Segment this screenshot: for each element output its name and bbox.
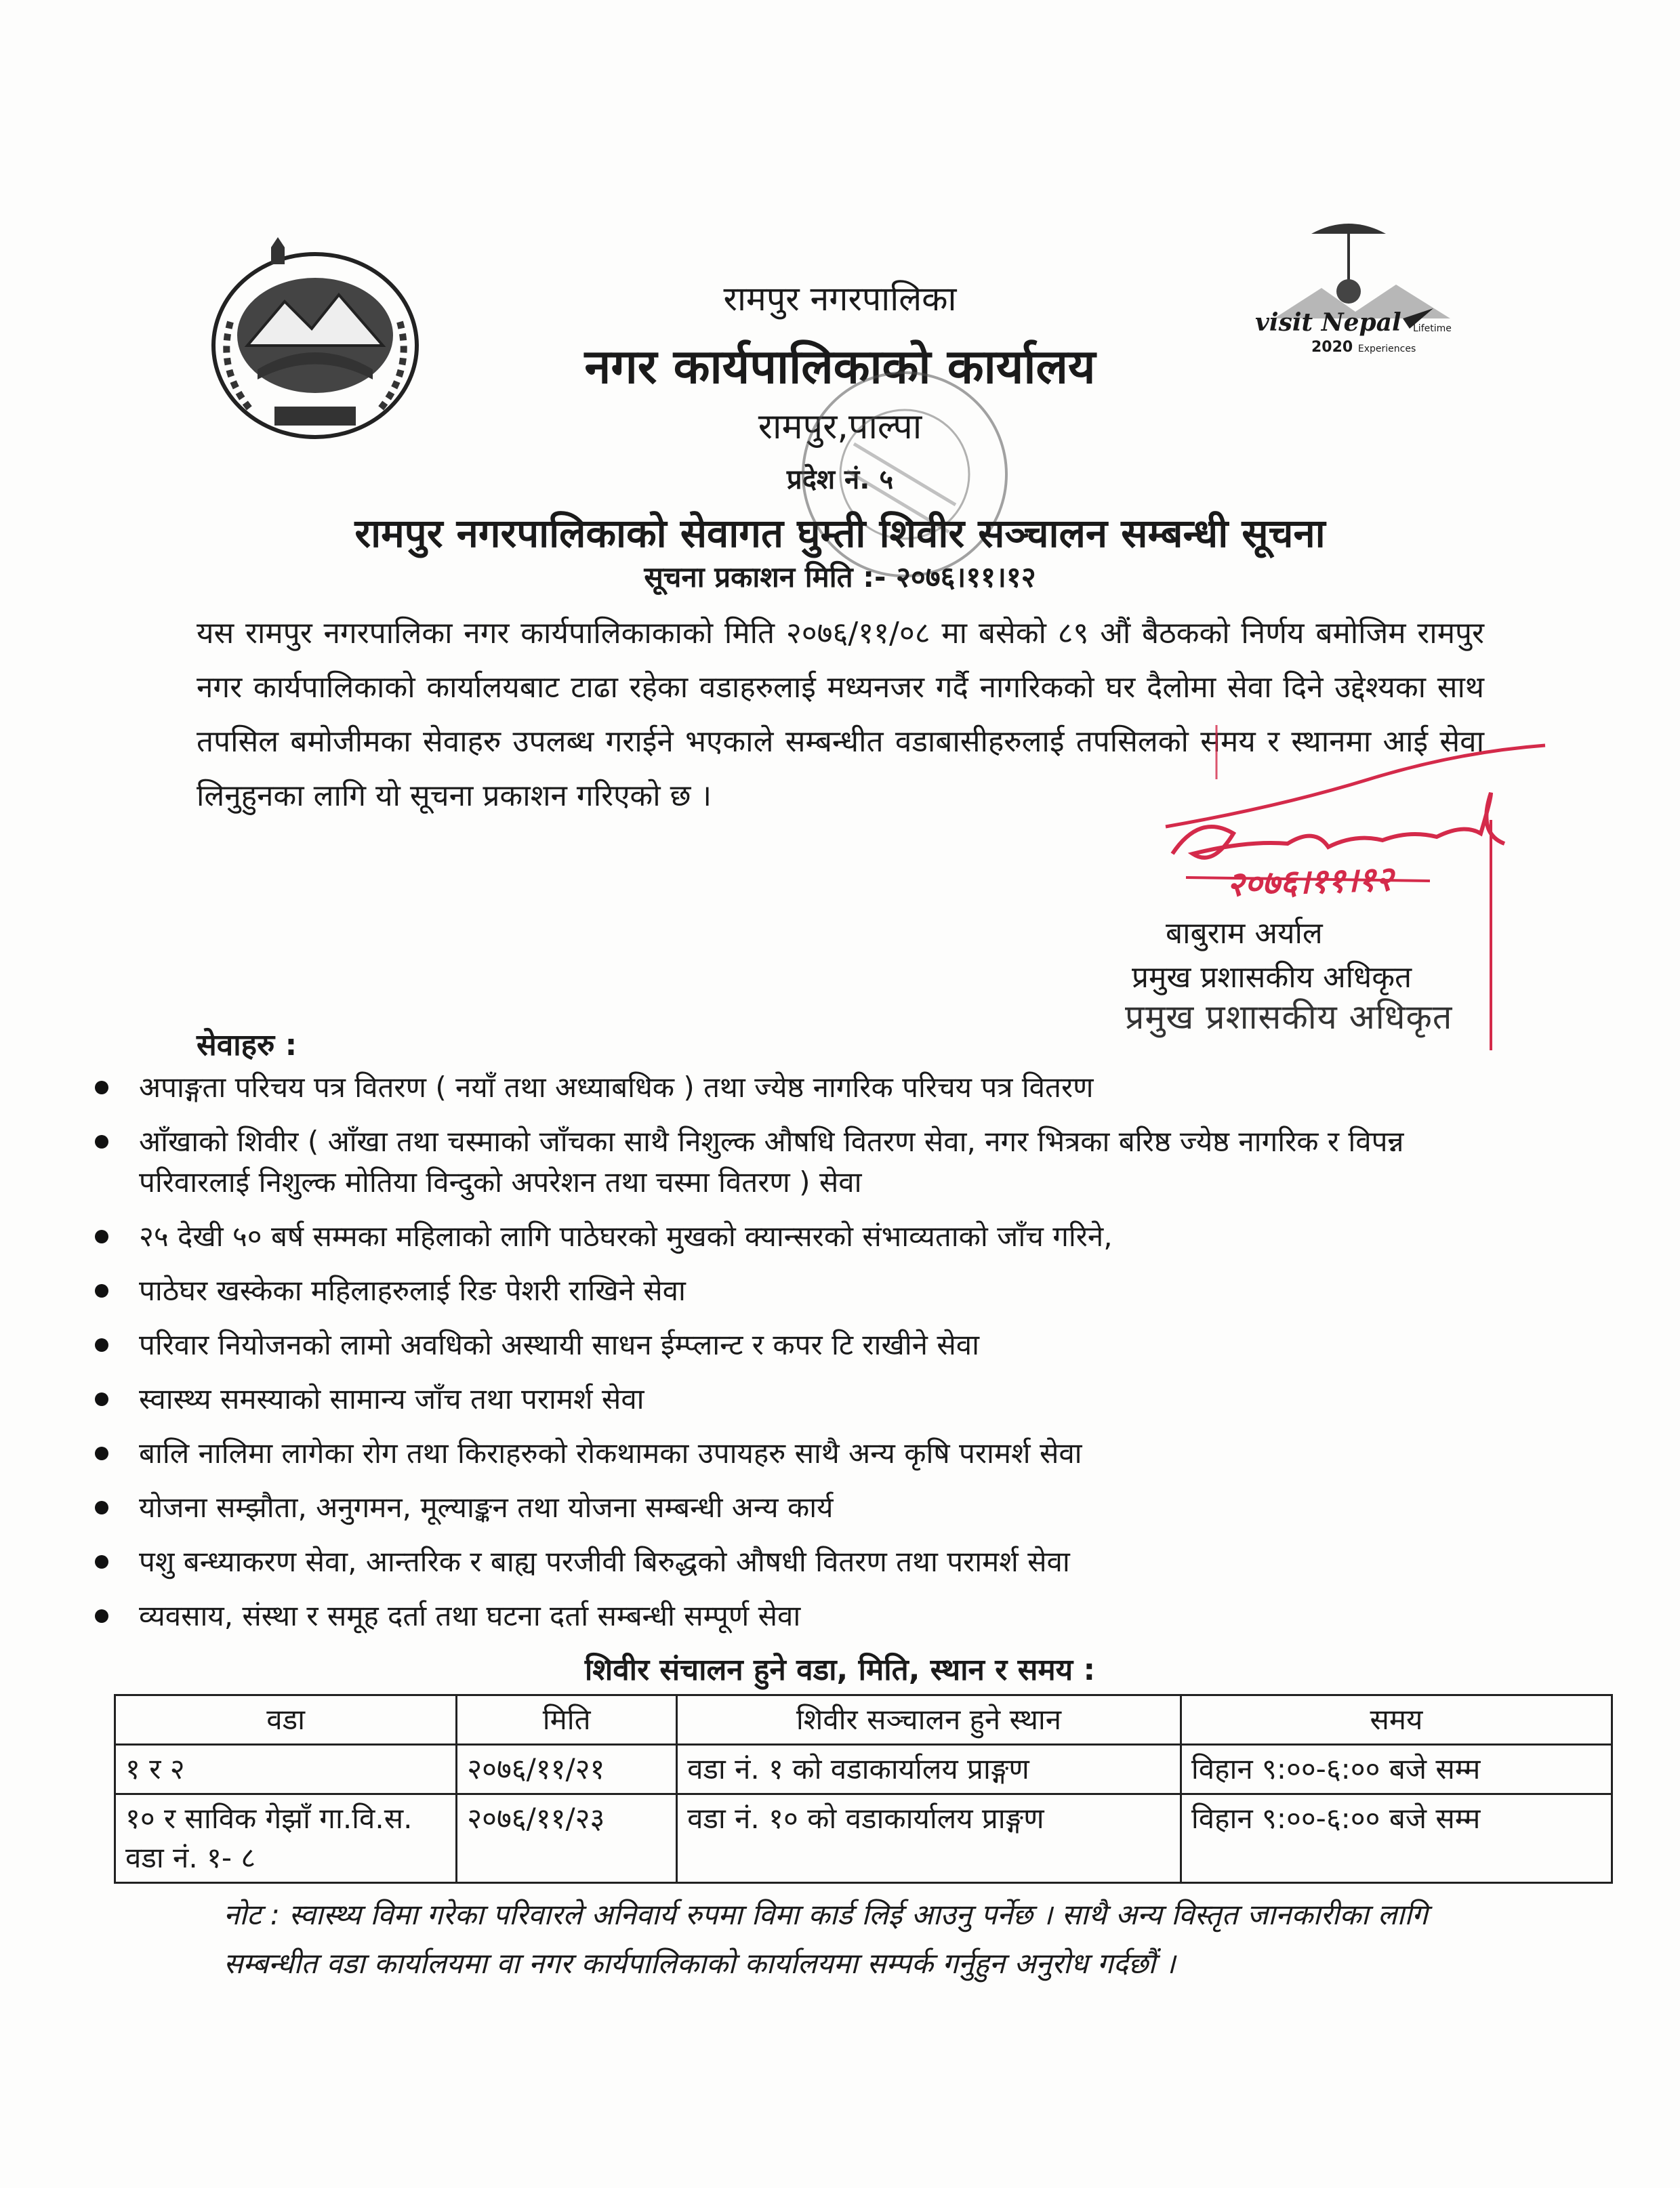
note-paragraph: नोट : स्वास्थ्य विमा गरेका परिवारले अनिवार्य रुपमा विमा कार्ड लिई आउनु पर्नेछ । साथै अन्य विस्तृत जानकारीका लागि सम्बन्धीत वडा कार्यालयमा वा नगर कार्यपालिकाको कार्यालयमा सम्पर्क गर्नुहुन अनुरोध गर्दछौं । — [224, 1898, 1428, 1980]
column-header: मिति — [457, 1695, 677, 1745]
column-header: शिवीर सञ्चालन हुने स्थान — [677, 1695, 1181, 1745]
notice-heading: रामपुर नगरपालिकाको सेवागत घुम्ती शिवीर सञ्चालन सम्बन्धी सूचना — [354, 510, 1326, 556]
signatory-title: प्रमुख प्रशासकीय अधिकृत — [1132, 960, 1412, 995]
bullet-icon — [95, 1392, 108, 1406]
table-row — [115, 1794, 1612, 1883]
schedule-heading: शिवीर संचालन हुने वडा, मिति, स्थान र समय : — [584, 1653, 1096, 1687]
bullet-icon — [95, 1501, 108, 1514]
list-item: पशु बन्ध्याकरण सेवा, आन्तरिक र बाह्य परजीवी बिरुद्धको औषधी वितरण तथा परामर्श सेवा — [88, 1542, 1477, 1582]
bullet-icon — [95, 1135, 108, 1149]
ward-cell: १० र साविक गेझाँ गा.वि.स. वडा नं. १- ८ — [115, 1794, 457, 1883]
column-header: वडा — [115, 1695, 457, 1745]
experiences-text: Experiences — [1357, 344, 1416, 354]
lifetime-text: Lifetime — [1413, 323, 1452, 334]
list-item: पाठेघर खस्केका महिलाहरुलाई रिङ पेशरी राखिने सेवा — [88, 1271, 1477, 1311]
place-line: रामपुर,पाल्पा — [758, 407, 922, 447]
bullet-icon — [95, 1609, 108, 1623]
location-cell: वडा नं. १ को वडाकार्यालय प्राङ्गण — [677, 1745, 1181, 1794]
services-list — [88, 1067, 1477, 1650]
signatory-stamp-title: प्रमुख प्रशासकीय अधिकृत — [1125, 997, 1453, 1037]
visit-text: visit Nepal — [1255, 308, 1401, 337]
services-heading: सेवाहरु : — [197, 1028, 298, 1062]
office-title: नगर कार्यपालिकाको कार्यालय — [584, 339, 1096, 394]
table-row — [115, 1745, 1612, 1794]
list-item: व्यवसाय, संस्था र समूह दर्ता तथा घटना दर्ता सम्बन्धी सम्पूर्ण सेवा — [88, 1596, 1477, 1636]
list-item: अपाङ्गता परिचय पत्र वितरण ( नयाँ तथा अध्याबधिक ) तथा ज्येष्ठ नागरिक परिचय पत्र वितरण — [88, 1067, 1477, 1108]
bullet-icon — [95, 1555, 108, 1569]
list-item: परिवार नियोजनको लामो अवधिको अस्थायी साधन ईम्प्लान्ट र कपर टि राखीने सेवा — [88, 1325, 1477, 1365]
handwritten-date: २०७६।११।१२ — [1226, 859, 1394, 905]
date-cell: २०७६/११/२१ — [457, 1745, 677, 1794]
ward-cell: १ र २ — [115, 1745, 457, 1794]
bullet-icon — [95, 1338, 108, 1352]
list-item: योजना सम्झौता, अनुगमन, मूल्याङ्कन तथा योजना सम्बन्धी अन्य कार्य — [88, 1487, 1477, 1528]
publication-date: सूचना प्रकाशन मिति :- २०७६।११।१२ — [644, 560, 1036, 594]
list-item: २५ देखी ५० बर्ष सम्मका महिलाको लागि पाठेघरको मुखको क्यान्सरको संभाव्यताको जाँच गरिने, — [88, 1216, 1477, 1257]
bullet-icon — [95, 1230, 108, 1243]
table-header-row — [115, 1695, 1612, 1745]
year-text: 2020 — [1311, 339, 1353, 356]
column-header: समय — [1181, 1695, 1612, 1745]
time-cell: विहान ९:००-६:०० बजे सम्म — [1181, 1794, 1612, 1883]
list-item: आँखाको शिवीर ( आँखा तथा चस्माको जाँचका साथै निशुल्क औषधि वितरण सेवा, नगर भित्रका बरिष्ठ ज्येष्ठ नागरिक र विपन्न परिवारलाई निशुल्क मोतिया विन्दुको अपरेशन तथा चस्मा वितरण ) सेवा — [88, 1121, 1477, 1203]
list-item: बालि नालिमा लागेका रोग तथा किराहरुको रोकथामका उपायहरु साथै अन्य कृषि परामर्श सेवा — [88, 1433, 1477, 1474]
province-line: प्रदेश नं. ५ — [786, 464, 894, 495]
location-cell: वडा नं. १० को वडाकार्यालय प्राङ्गण — [677, 1794, 1181, 1883]
bullet-icon — [95, 1284, 108, 1298]
bullet-icon — [95, 1447, 108, 1460]
signatory-name: बाबुराम अर्याल — [1166, 916, 1323, 951]
bullet-icon — [95, 1081, 108, 1094]
list-item: स्वास्थ्य समस्याको सामान्य जाँच तथा परामर्श सेवा — [88, 1379, 1477, 1420]
schedule-table — [114, 1694, 1613, 1884]
municipality-name: रामपुर नगरपालिका — [723, 279, 957, 318]
notice-body-paragraph: यस रामपुर नगरपालिका नगर कार्यपालिकाकाको मिति २०७६/११/०८ मा बसेको ८९ औं बैठकको निर्णय बमोजिम रामपुर नगर कार्यपालिकाको कार्यालयबाट टाढा रहेका वडाहरुलाई मध्यनजर गर्दै नागरिकको घर दैलोमा सेवा दिने उद्देश्यका साथ तपसिल बमोजीमका सेवाहरु उपलब्ध गराईने भएकाले सम्बन्धीत वडाबासीहरुलाई तपसिलको समय र स्थानमा आई सेवा लिनुहुनका लागि यो सूचना प्रकाशन गरिएको छ । — [197, 616, 1484, 813]
time-cell: विहान ९:००-६:०० बजे सम्म — [1181, 1745, 1612, 1794]
date-cell: २०७६/११/२३ — [457, 1794, 677, 1883]
